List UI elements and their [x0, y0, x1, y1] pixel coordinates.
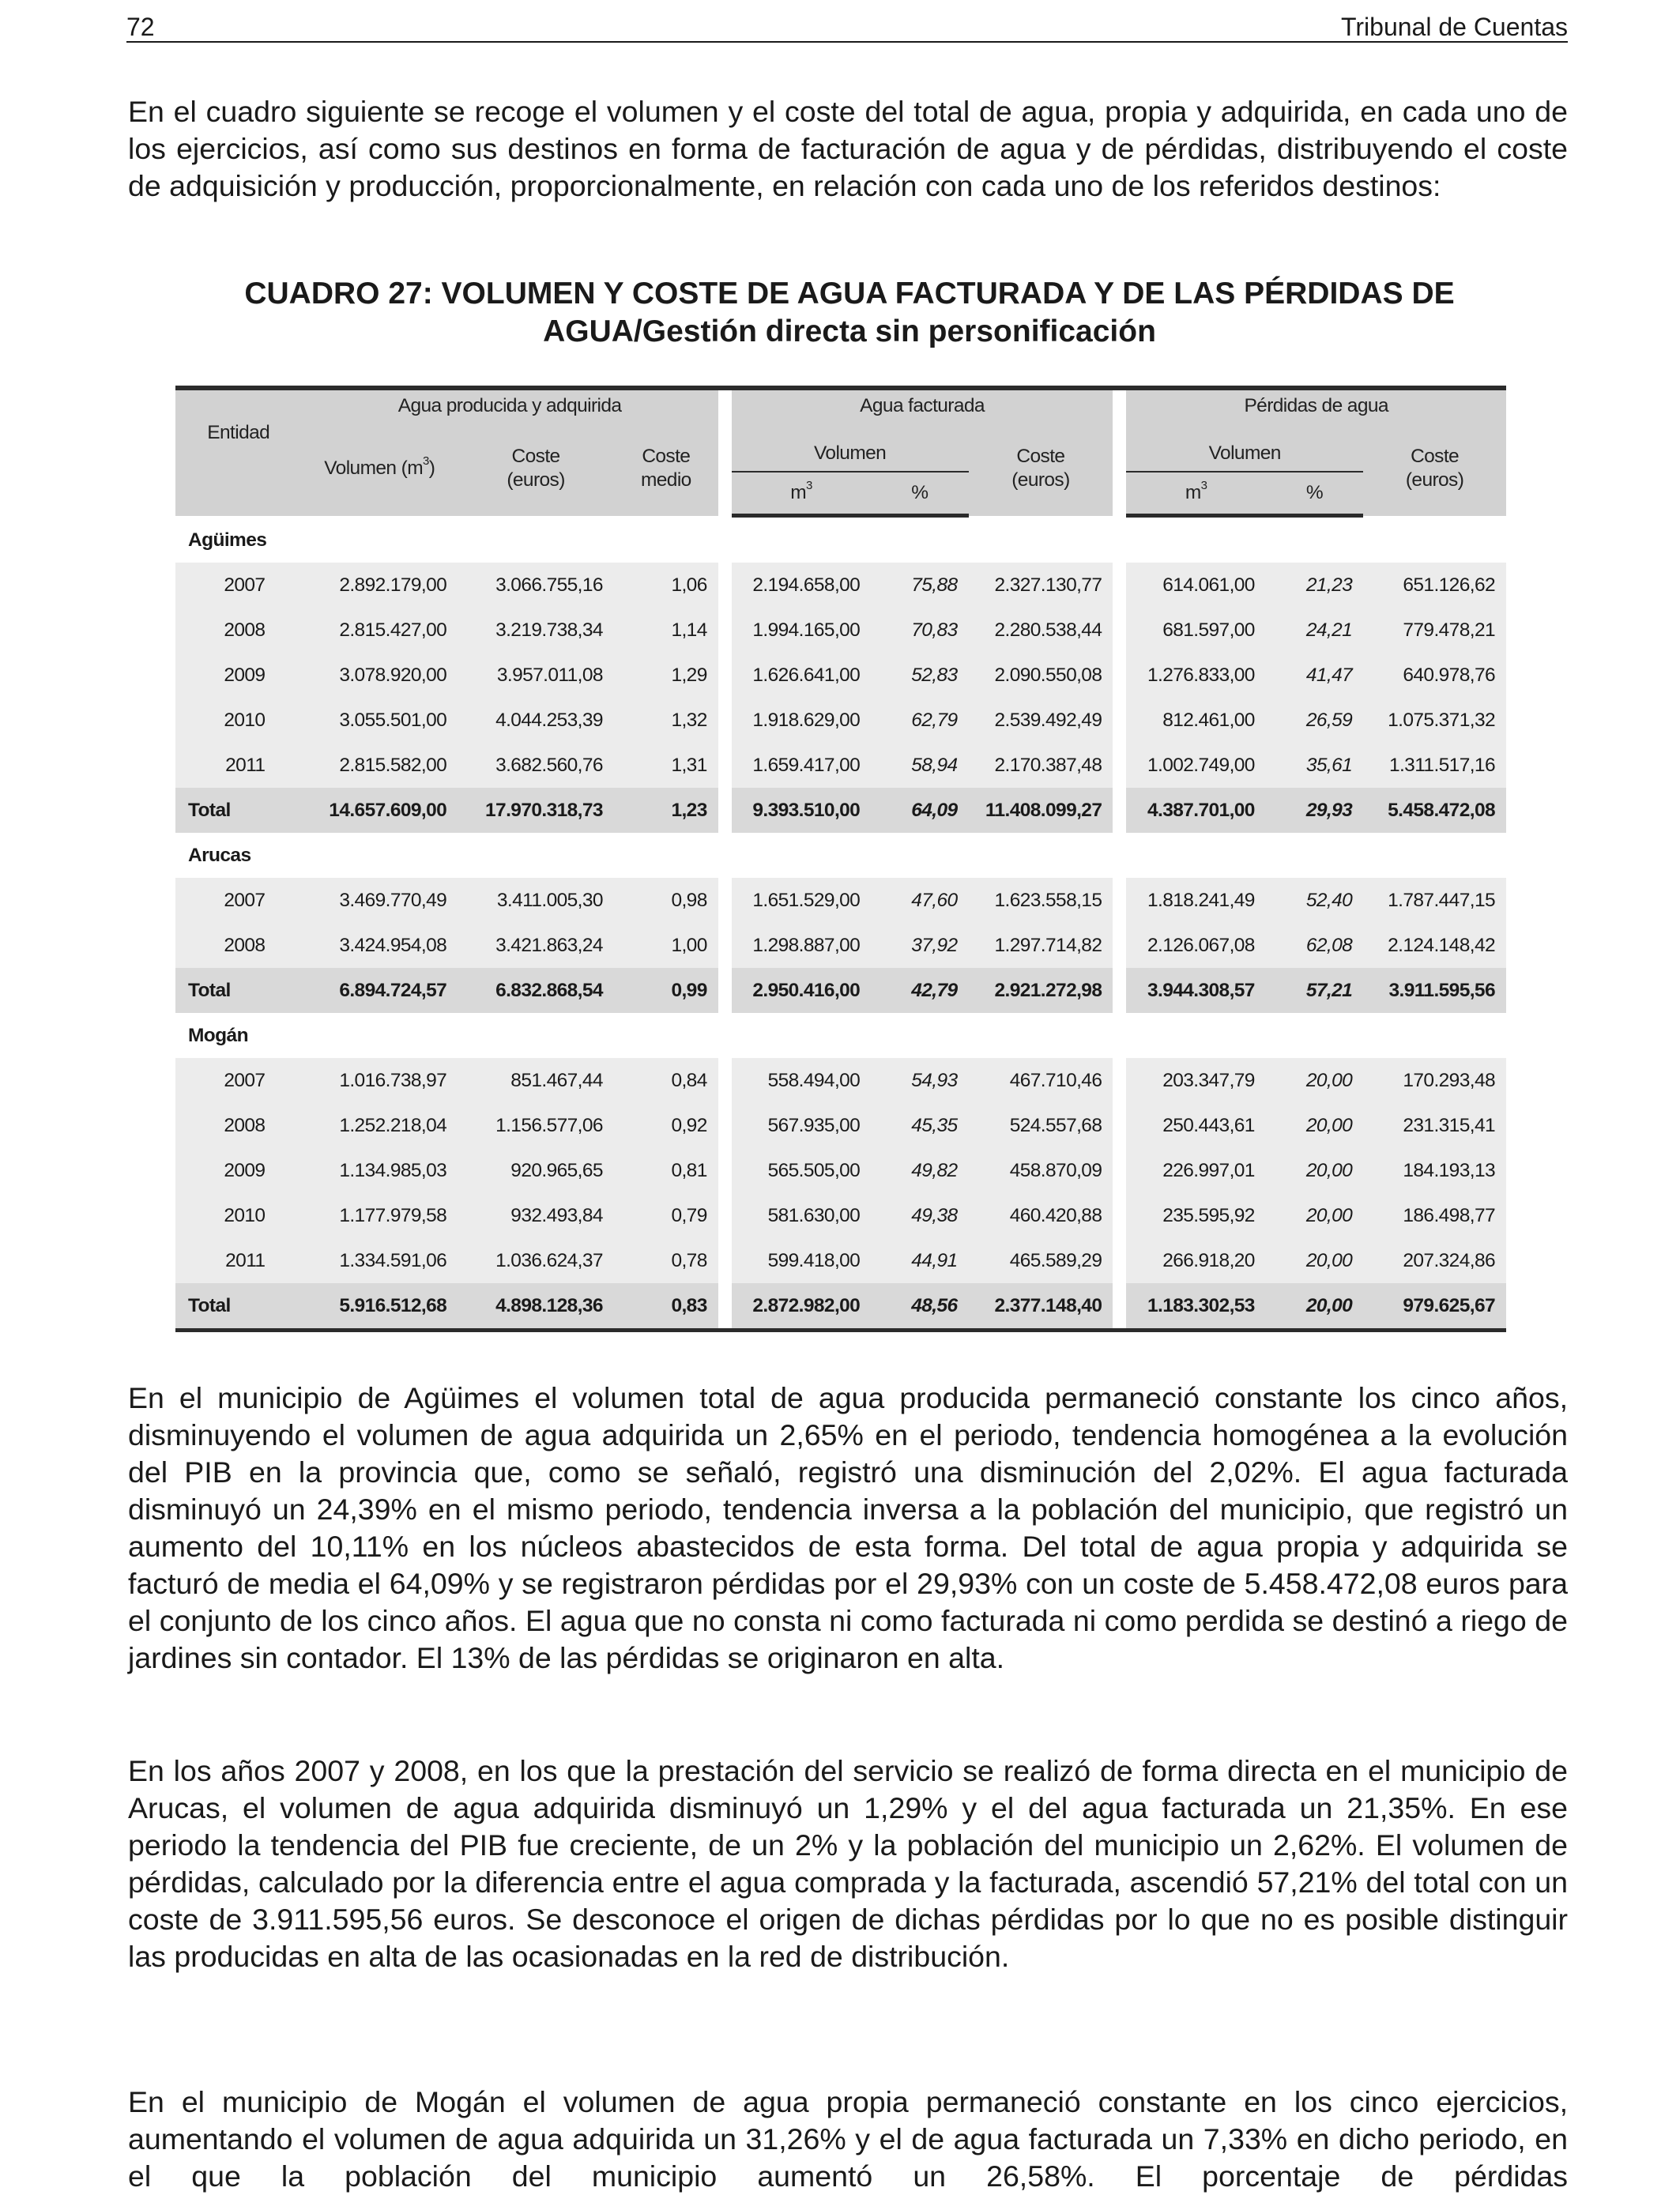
- entity-row: [175, 833, 1506, 878]
- table-title-line1: CUADRO 27: VOLUMEN Y COSTE DE AGUA FACTURADA Y DE LAS PÉRDIDAS DE: [244, 277, 1455, 311]
- value-cell: 54,93: [871, 1058, 968, 1103]
- value-cell: 1.156.577,06: [458, 1103, 614, 1148]
- value-cell: 920.965,65: [458, 1148, 614, 1193]
- value-cell: 3.078.920,00: [301, 653, 458, 698]
- table-row: [175, 698, 1506, 743]
- value-cell: 1.183.302,53: [1126, 1283, 1265, 1331]
- value-cell: 1.075.371,32: [1363, 698, 1506, 743]
- table-title-line2: AGUA/Gestión directa sin personificación: [543, 314, 1156, 348]
- value-cell: 1.311.517,16: [1363, 743, 1506, 788]
- table-row: [175, 1238, 1506, 1283]
- value-cell: 2.872.982,00: [732, 1283, 871, 1331]
- header-coste-medio: Coste medio: [614, 422, 718, 516]
- value-cell: 29,93: [1266, 788, 1363, 833]
- water-cost-table: [175, 386, 1506, 1332]
- table-row: [175, 563, 1506, 608]
- year-cell: 2010: [175, 1193, 301, 1238]
- value-cell: 0,79: [614, 1193, 718, 1238]
- value-cell: 1.002.749,00: [1126, 743, 1265, 788]
- value-cell: 0,78: [614, 1238, 718, 1283]
- value-cell: 1.994.165,00: [732, 608, 871, 653]
- value-cell: 1.787.447,15: [1363, 878, 1506, 923]
- table-header: [175, 388, 1506, 516]
- entity-row: [175, 516, 1506, 563]
- table-row: [175, 1058, 1506, 1103]
- value-cell: 0,99: [614, 968, 718, 1013]
- value-cell: 1.651.529,00: [732, 878, 871, 923]
- value-cell: 2.950.416,00: [732, 968, 871, 1013]
- value-cell: 20,00: [1266, 1238, 1363, 1283]
- value-cell: 11.408.099,27: [969, 788, 1113, 833]
- value-cell: 2.090.550,08: [969, 653, 1113, 698]
- value-cell: 70,83: [871, 608, 968, 653]
- value-cell: 4.387.701,00: [1126, 788, 1265, 833]
- table-body: [175, 516, 1506, 1331]
- value-cell: 64,09: [871, 788, 968, 833]
- value-cell: 21,23: [1266, 563, 1363, 608]
- paragraph-arucas: En los años 2007 y 2008, en los que la prestación del servicio se realizó de forma directa en el municipio de Arucas, el volumen de agua adquirida disminuyó un 1,29% y el del agua facturada un 21,35%. En ese periodo la tendencia del PIB fue creciente, de un 2% y la población del municipio un 2,62%. El volumen de pérdidas, calculado por la diferencia entre el agua comprada y la facturada, ascendió 57,21% del total con un coste de 3.911.595,56 euros. Se desconoce el origen de dichas pérdidas por lo que no es posible distinguir las producidas en alta de las ocasionadas en la red de distribución.: [128, 1754, 1568, 1973]
- header-pct-facturada: %: [871, 472, 968, 516]
- value-cell: 1,32: [614, 698, 718, 743]
- value-cell: 47,60: [871, 878, 968, 923]
- value-cell: 0,81: [614, 1148, 718, 1193]
- value-cell: 62,08: [1266, 923, 1363, 968]
- water-cost-table-container: [175, 386, 1506, 1332]
- value-cell: 1.659.417,00: [732, 743, 871, 788]
- value-cell: 0,84: [614, 1058, 718, 1103]
- total-row: [175, 788, 1506, 833]
- header-pct-perdidas: %: [1266, 472, 1363, 516]
- year-cell: 2011: [175, 1238, 301, 1283]
- value-cell: 203.347,79: [1126, 1058, 1265, 1103]
- value-cell: 52,83: [871, 653, 968, 698]
- value-cell: 779.478,21: [1363, 608, 1506, 653]
- header-volumen-perdidas: Volumen: [1126, 422, 1363, 472]
- value-cell: 1.177.979,58: [301, 1193, 458, 1238]
- value-cell: 640.978,76: [1363, 653, 1506, 698]
- value-cell: 2.280.538,44: [969, 608, 1113, 653]
- value-cell: 250.443,61: [1126, 1103, 1265, 1148]
- value-cell: 2.194.658,00: [732, 563, 871, 608]
- value-cell: 44,91: [871, 1238, 968, 1283]
- value-cell: 1.036.624,37: [458, 1238, 614, 1283]
- value-cell: 467.710,46: [969, 1058, 1113, 1103]
- header-m3-facturada: $m^3$: [732, 472, 871, 516]
- total-label: Total: [175, 968, 301, 1013]
- entity-name: Arucas: [188, 844, 251, 866]
- value-cell: 1,31: [614, 743, 718, 788]
- total-row: [175, 1283, 1506, 1331]
- value-cell: 1.134.985,03: [301, 1148, 458, 1193]
- value-cell: 58,94: [871, 743, 968, 788]
- value-cell: 4.044.253,39: [458, 698, 614, 743]
- running-title: Tribunal de Cuentas: [1341, 13, 1568, 41]
- value-cell: 614.061,00: [1126, 563, 1265, 608]
- value-cell: 207.324,86: [1363, 1238, 1506, 1283]
- value-cell: 20,00: [1266, 1058, 1363, 1103]
- header-perdidas: Pérdidas de agua: [1126, 388, 1506, 422]
- value-cell: 0,92: [614, 1103, 718, 1148]
- value-cell: 1.298.887,00: [732, 923, 871, 968]
- value-cell: 979.625,67: [1363, 1283, 1506, 1331]
- value-cell: 2.892.179,00: [301, 563, 458, 608]
- year-cell: 2008: [175, 608, 301, 653]
- value-cell: 45,35: [871, 1103, 968, 1148]
- value-cell: 52,40: [1266, 878, 1363, 923]
- paragraph-mogan: En el municipio de Mogán el volumen de agua propia permaneció constante en los cinco ejercicios, aumentando el volumen de agua adquirida un 31,26% y el de agua facturada un 7,33% en dicho periodo, en el que la población del municipio aumentó un 26,58%. El porcentaje de pérdidas: [128, 2085, 1568, 2193]
- table-row: [175, 1148, 1506, 1193]
- entity-name: Mogán: [188, 1024, 248, 1046]
- value-cell: 26,59: [1266, 698, 1363, 743]
- header-coste-euros-producida: Coste (euros): [458, 422, 614, 516]
- entity-row: [175, 1013, 1506, 1058]
- header-m3-perdidas: $m^3$: [1126, 472, 1265, 516]
- value-cell: 49,82: [871, 1148, 968, 1193]
- table-title: [182, 275, 1517, 351]
- header-agua-facturada: Agua facturada: [732, 388, 1113, 422]
- entity-name: Agüimes: [188, 529, 267, 551]
- value-cell: 1,23: [614, 788, 718, 833]
- year-cell: 2007: [175, 878, 301, 923]
- header-entidad: Entidad: [175, 422, 301, 516]
- value-cell: 37,92: [871, 923, 968, 968]
- table-row: [175, 1193, 1506, 1238]
- value-cell: 6.894.724,57: [301, 968, 458, 1013]
- year-cell: 2010: [175, 698, 301, 743]
- year-cell: 2008: [175, 923, 301, 968]
- value-cell: 235.595,92: [1126, 1193, 1265, 1238]
- value-cell: 62,79: [871, 698, 968, 743]
- value-cell: 1.334.591,06: [301, 1238, 458, 1283]
- value-cell: 2.327.130,77: [969, 563, 1113, 608]
- page-header: [126, 6, 1568, 43]
- value-cell: 3.469.770,49: [301, 878, 458, 923]
- year-cell: 2011: [175, 743, 301, 788]
- value-cell: 2.539.492,49: [969, 698, 1113, 743]
- value-cell: 458.870,09: [969, 1148, 1113, 1193]
- total-row: [175, 968, 1506, 1013]
- value-cell: 5.916.512,68: [301, 1283, 458, 1331]
- value-cell: 3.411.005,30: [458, 878, 614, 923]
- value-cell: 20,00: [1266, 1283, 1363, 1331]
- value-cell: 2.377.148,40: [969, 1283, 1113, 1331]
- value-cell: 170.293,48: [1363, 1058, 1506, 1103]
- value-cell: 41,47: [1266, 653, 1363, 698]
- value-cell: 2.815.582,00: [301, 743, 458, 788]
- value-cell: 35,61: [1266, 743, 1363, 788]
- header-coste-euros-perdidas: Coste (euros): [1363, 422, 1506, 516]
- value-cell: 3.421.863,24: [458, 923, 614, 968]
- value-cell: 1,29: [614, 653, 718, 698]
- table-row: [175, 608, 1506, 653]
- header-agua-producida: Agua producida y adquirida: [301, 388, 718, 422]
- value-cell: 3.055.501,00: [301, 698, 458, 743]
- value-cell: 3.957.011,08: [458, 653, 614, 698]
- value-cell: 75,88: [871, 563, 968, 608]
- value-cell: 3.066.755,16: [458, 563, 614, 608]
- value-cell: 581.630,00: [732, 1193, 871, 1238]
- value-cell: 184.193,13: [1363, 1148, 1506, 1193]
- page-number: 72: [126, 13, 155, 41]
- total-label: Total: [175, 1283, 301, 1331]
- year-cell: 2007: [175, 563, 301, 608]
- value-cell: 9.393.510,00: [732, 788, 871, 833]
- table-row: [175, 1103, 1506, 1148]
- value-cell: 465.589,29: [969, 1238, 1113, 1283]
- value-cell: 1.623.558,15: [969, 878, 1113, 923]
- value-cell: 0,98: [614, 878, 718, 923]
- value-cell: 226.997,01: [1126, 1148, 1265, 1193]
- value-cell: 42,79: [871, 968, 968, 1013]
- table-row: [175, 653, 1506, 698]
- value-cell: 1,00: [614, 923, 718, 968]
- header-volumen-m3: Volumen $(m^3)$: [301, 422, 458, 516]
- value-cell: 1,06: [614, 563, 718, 608]
- value-cell: 14.657.609,00: [301, 788, 458, 833]
- value-cell: 1.276.833,00: [1126, 653, 1265, 698]
- value-cell: 231.315,41: [1363, 1103, 1506, 1148]
- value-cell: 24,21: [1266, 608, 1363, 653]
- value-cell: 524.557,68: [969, 1103, 1113, 1148]
- year-cell: 2008: [175, 1103, 301, 1148]
- header-coste-euros-facturada: Coste (euros): [969, 422, 1113, 516]
- value-cell: 1.297.714,82: [969, 923, 1113, 968]
- value-cell: 565.505,00: [732, 1148, 871, 1193]
- value-cell: 3.219.738,34: [458, 608, 614, 653]
- value-cell: 567.935,00: [732, 1103, 871, 1148]
- value-cell: 1.252.218,04: [301, 1103, 458, 1148]
- value-cell: 3.424.954,08: [301, 923, 458, 968]
- table-row: [175, 743, 1506, 788]
- value-cell: 57,21: [1266, 968, 1363, 1013]
- value-cell: 2.170.387,48: [969, 743, 1113, 788]
- value-cell: 6.832.868,54: [458, 968, 614, 1013]
- year-cell: 2009: [175, 653, 301, 698]
- value-cell: 651.126,62: [1363, 563, 1506, 608]
- total-label: Total: [175, 788, 301, 833]
- value-cell: 2.126.067,08: [1126, 923, 1265, 968]
- value-cell: 2.124.148,42: [1363, 923, 1506, 968]
- value-cell: 812.461,00: [1126, 698, 1265, 743]
- paragraph-aguimes: En el municipio de Agüimes el volumen total de agua producida permaneció constante los cinco años, disminuyendo el volumen de agua adquirida un 2,65% en el periodo, tendencia homogénea a la evolución del PIB en la provincia que, como se señaló, registró una disminución del 2,02%. El agua facturada disminuyó un 24,39% en el mismo periodo, tendencia inversa a la población del municipio, que registró un aumento del 10,11% en los núcleos abastecidos de esta forma. Del total de agua propia y adquirida se facturó de media el 64,09% y se registraron pérdidas por el 29,93% con un coste de 5.458.472,08 euros para el conjunto de los cinco años. El agua que no consta ni como facturada ni como perdida se destinó a riego de jardines sin contador. El 13% de las pérdidas se originaron en alta.: [128, 1381, 1568, 1674]
- value-cell: 1.626.641,00: [732, 653, 871, 698]
- value-cell: 186.498,77: [1363, 1193, 1506, 1238]
- year-cell: 2007: [175, 1058, 301, 1103]
- value-cell: 266.918,20: [1126, 1238, 1265, 1283]
- table-row: [175, 878, 1506, 923]
- value-cell: 20,00: [1266, 1103, 1363, 1148]
- value-cell: 2.921.272,98: [969, 968, 1113, 1013]
- table-row: [175, 923, 1506, 968]
- value-cell: 681.597,00: [1126, 608, 1265, 653]
- value-cell: 17.970.318,73: [458, 788, 614, 833]
- value-cell: 20,00: [1266, 1193, 1363, 1238]
- value-cell: 49,38: [871, 1193, 968, 1238]
- value-cell: 2.815.427,00: [301, 608, 458, 653]
- value-cell: 932.493,84: [458, 1193, 614, 1238]
- intro-paragraph: En el cuadro siguiente se recoge el volumen y el coste del total de agua, propia y adquirida, en cada uno de los ejercicios, así como sus destinos en forma de facturación de agua y de pérdidas, distribuyendo el coste de adquisición y producción, proporcionalmente, en relación con cada uno de los referidos destinos:: [128, 95, 1568, 202]
- value-cell: 599.418,00: [732, 1238, 871, 1283]
- value-cell: 3.944.308,57: [1126, 968, 1265, 1013]
- value-cell: 3.911.595,56: [1363, 968, 1506, 1013]
- value-cell: 1,14: [614, 608, 718, 653]
- value-cell: 48,56: [871, 1283, 968, 1331]
- value-cell: 460.420,88: [969, 1193, 1113, 1238]
- value-cell: 558.494,00: [732, 1058, 871, 1103]
- header-volumen-facturada: Volumen: [732, 422, 969, 472]
- value-cell: 20,00: [1266, 1148, 1363, 1193]
- value-cell: 1.016.738,97: [301, 1058, 458, 1103]
- value-cell: 5.458.472,08: [1363, 788, 1506, 833]
- value-cell: 3.682.560,76: [458, 743, 614, 788]
- value-cell: 4.898.128,36: [458, 1283, 614, 1331]
- value-cell: 1.918.629,00: [732, 698, 871, 743]
- value-cell: 0,83: [614, 1283, 718, 1331]
- value-cell: 851.467,44: [458, 1058, 614, 1103]
- value-cell: 1.818.241,49: [1126, 878, 1265, 923]
- year-cell: 2009: [175, 1148, 301, 1193]
